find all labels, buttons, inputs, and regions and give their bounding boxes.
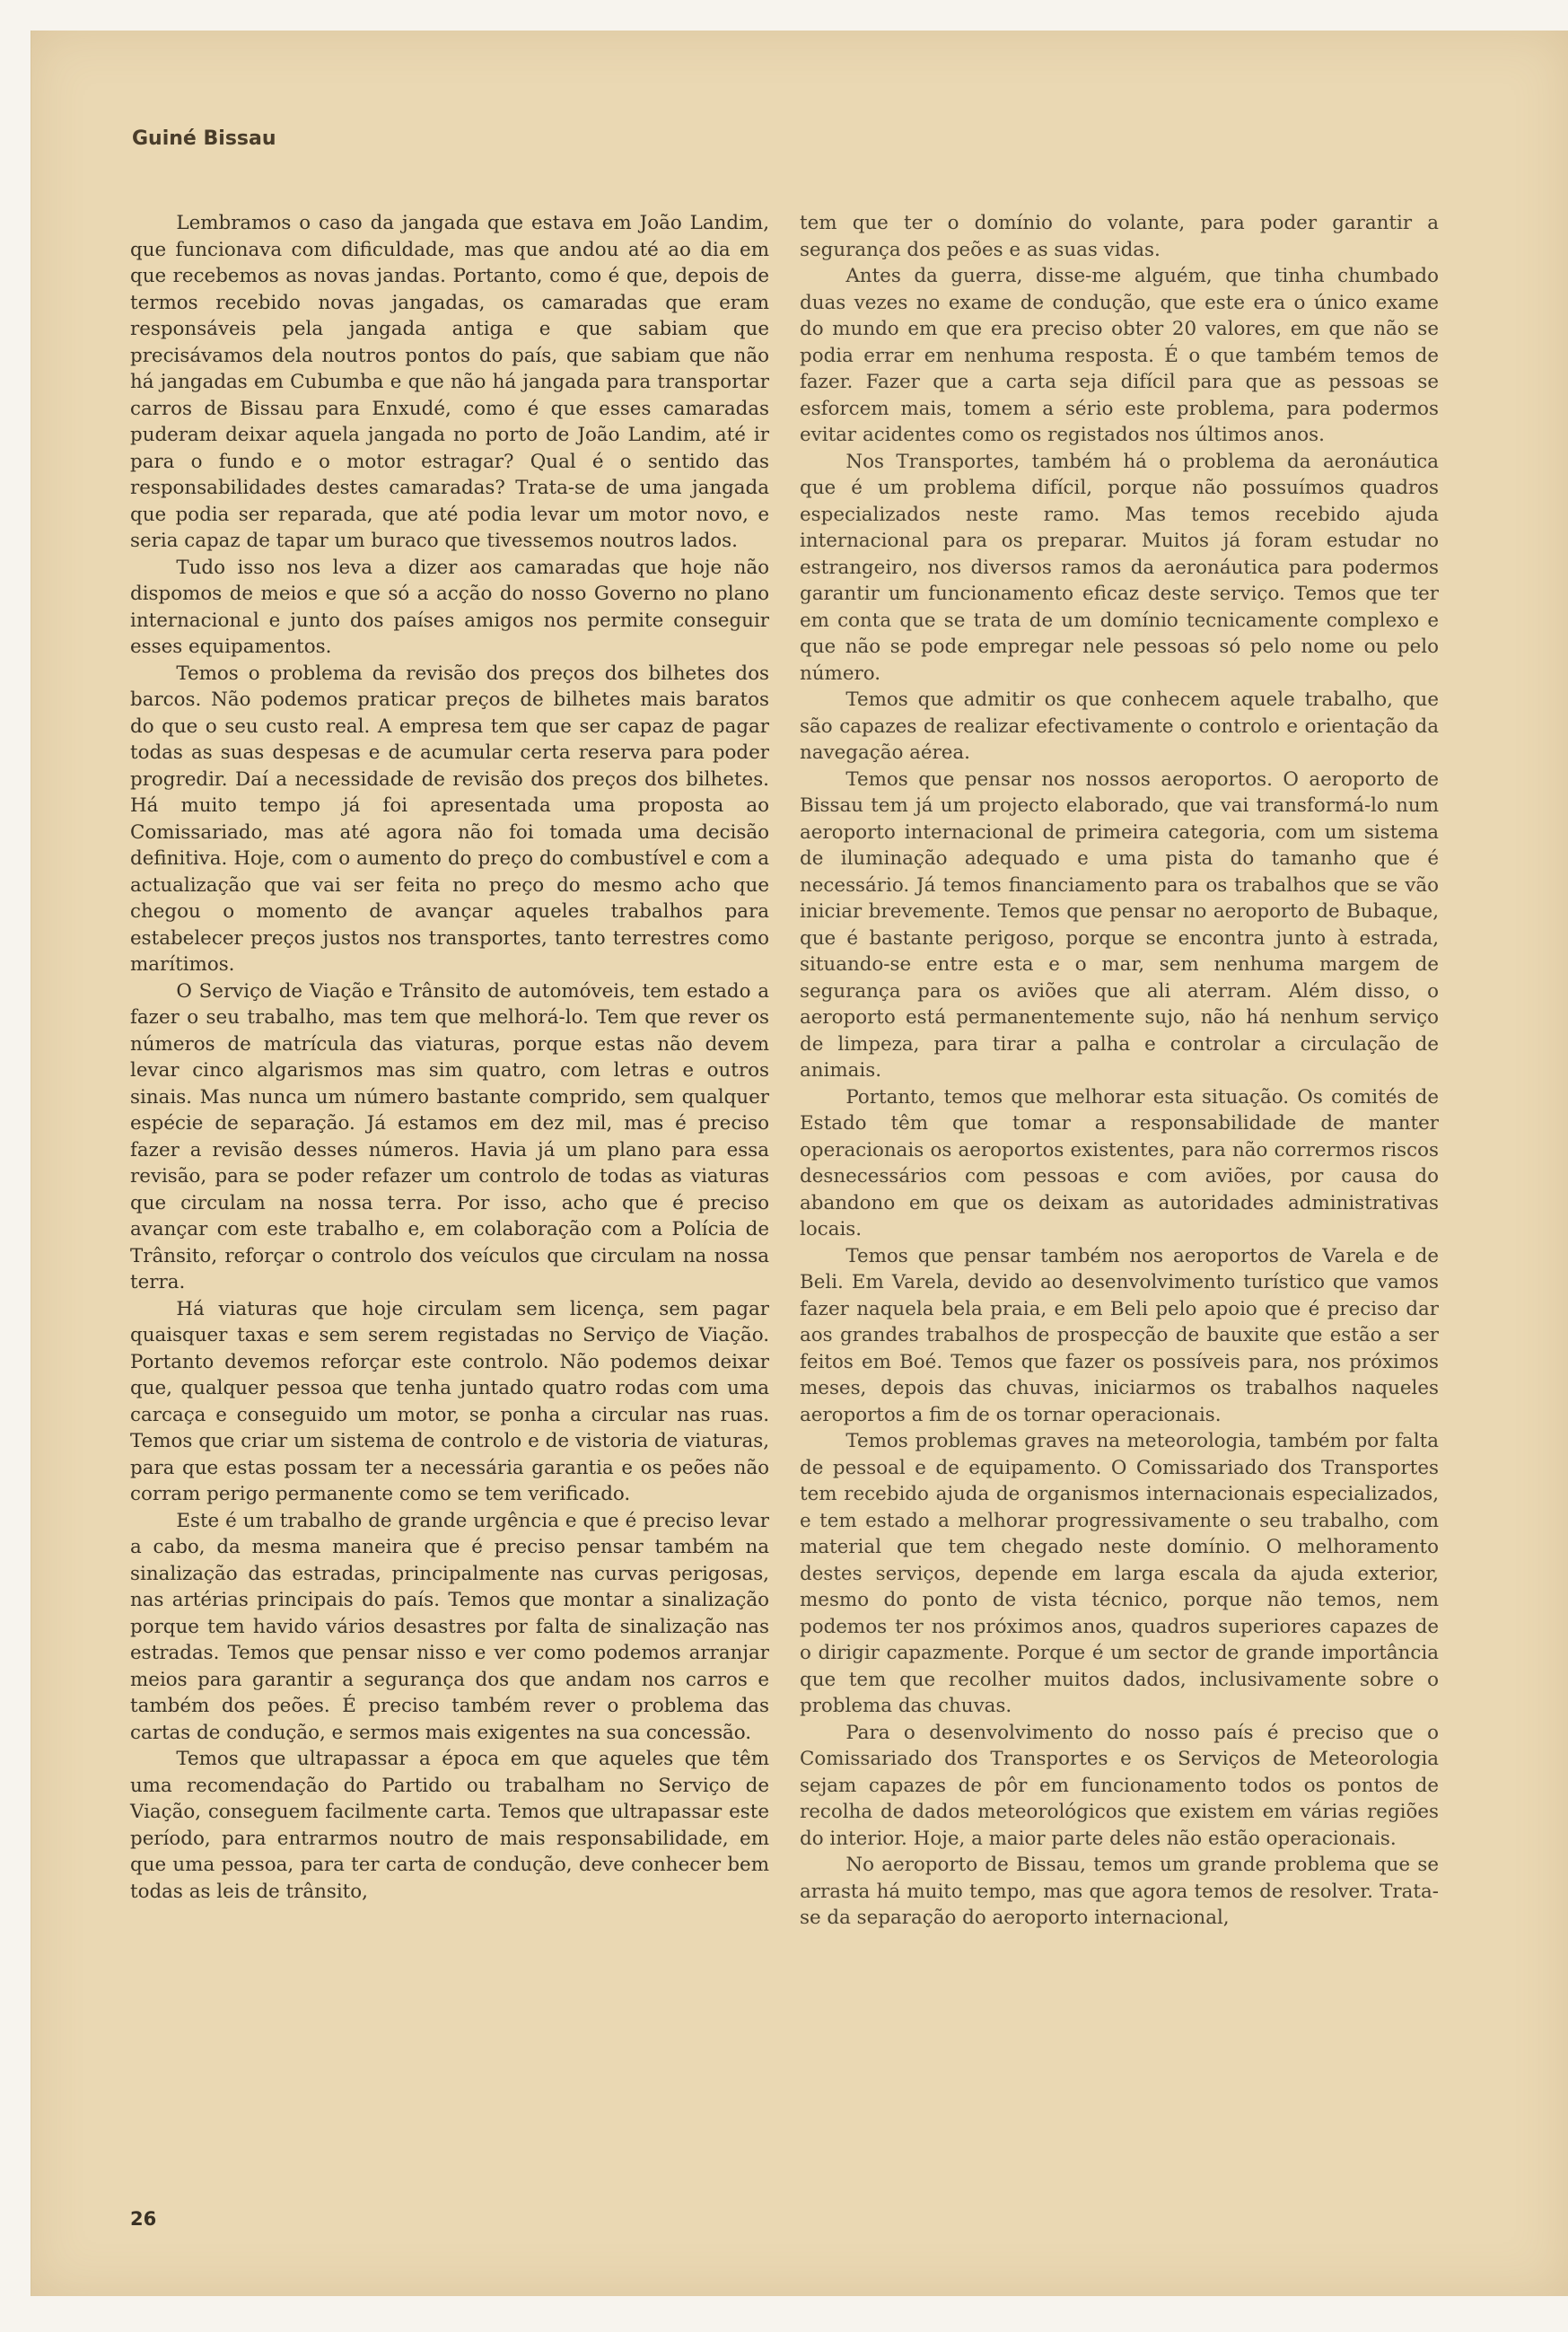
paragraph: Temos o problema da revisão dos preços dos bilhetes dos barcos. Não podemos praticar preços de bilhetes mais baratos do que o seu custo real. A empresa tem que ser capaz de pagar todas as suas despesas e de acumular certa reserva para poder progredir. Daí a necessidade de revisão dos preços dos bilhetes. Há muito tempo já foi apresentada uma proposta ao Comissariado, mas até agora não foi tomada uma decisão definitiva. Hoje, com o aumento do preço do combustível e com a actualização que vai ser feita no preço do mesmo acho que chegou o momento de avançar aqueles trabalhos para estabelecer preços justos nos transportes, tanto terrestres como marítimos. <box>130 662 769 976</box>
paragraph: Temos problemas graves na meteorologia, também por falta de pessoal e de equipamento. O Comissariado dos Transportes tem recebido ajuda de organismos internacionais especializados, e tem estado a melhorar progressivamente o seu trabalho, com material que tem chegado neste domínio. O melhoramento destes serviços, depende em larga escala da ajuda exterior, mesmo do ponto de vista técnico, porque não temos, nem podemos ter nos próximos anos, quadros superiores capazes de o dirigir capazmente. Porque é um sector de grande importância que tem que recolher muitos dados, inclusivamente sobre o problema das chuvas. <box>800 1430 1439 1717</box>
paragraph: Antes da guerra, disse-me alguém, que tinha chumbado duas vezes no exame de condução, que este era o único exame do mundo em que era preciso obter 20 valores, em que não se podia errar em nenhuma resposta. É o que também temos de fazer. Fazer que a carta seja difícil para que as pessoas se esforcem mais, tomem a sério este problema, para podermos evitar acidentes como os registados nos últimos anos. <box>800 265 1439 446</box>
paragraph: Há viaturas que hoje circulam sem licença, sem pagar quaisquer taxas e sem serem registadas no Serviço de Viação. Portanto devemos reforçar este controlo. Não podemos deixar que, qualquer pessoa que tenha juntado quatro rodas com uma carcaça e conseguido um motor, se ponha a circular nas ruas. Temos que criar um sistema de controlo e de vistoria de viaturas, para que estas possam ter a necessária garantia e os peões não corram perigo permanente como se tem verificado. <box>130 1297 769 1505</box>
page-number: 26 <box>130 2208 157 2230</box>
paragraph: Este é um trabalho de grande urgência e que é preciso levar a cabo, da mesma maneira que é preciso pensar também na sinalização das estradas, principalmente nas curvas perigosas, nas artérias principais do país. Temos que montar a sinalização porque tem havido vários desastres por falta de sinalização nas estradas. Temos que pensar nisso e ver como podemos arranjar meios para garantir a segurança dos que andam nos carros e também dos peões. É preciso também rever o problema das cartas de condução, e sermos mais exigentes na sua concessão. <box>130 1509 769 1744</box>
left-column <box>130 210 769 1905</box>
paragraph: Portanto, temos que melhorar esta situação. Os comités de Estado têm que tomar a responsabilidade de manter operacionais os aeroportos existentes, para não corrermos riscos desnecessários com pessoas e com aviões, por causa do abandono em que os deixam as autoridades administrativas locais. <box>800 1085 1439 1241</box>
paragraph: Nos Transportes, também há o problema da aeronáutica que é um problema difícil, porque não possuímos quadros especializados neste ramo. Mas temos recebido ajuda internacional para os preparar. Muitos já foram estudar no estrangeiro, nos diversos ramos da aeronáutica para podermos garantir um funcionamento eficaz deste serviço. Temos que ter em conta que se trata de um domínio tecnicamente complexo e que não se pode empregar nele pessoas só pelo nome ou pelo número. <box>800 450 1439 685</box>
paragraph: Temos que pensar nos nossos aeroportos. O aeroporto de Bissau tem já um projecto elaborado, que vai transformá-lo num aeroporto internacional de primeira categoria, com um sistema de iluminação adequado e uma pista do tamanho que é necessário. Já temos financiamento para os trabalhos que se vão iniciar brevemente. Temos que pensar no aeroporto de Bubaque, que é bastante perigoso, porque se encontra junto à estrada, situando-se entre esta e o mar, sem nenhuma margem de segurança para os aviões que ali aterram. Além disso, o aeroporto está permanentemente sujo, não há nenhum serviço de limpeza, para tirar a palha e controlar a circulação de animais. <box>800 767 1439 1082</box>
paragraph: No aeroporto de Bissau, temos um grande problema que se arrasta há muito tempo, mas que agora temos de resolver. Trata-se da separação do aeroporto internacional, <box>800 1854 1439 1929</box>
magazine-page <box>31 31 1568 2296</box>
paragraph: Temos que pensar também nos aeroportos de Varela e de Beli. Em Varela, devido ao desenvolvimento turístico que vamos fazer naquela bela praia, e em Beli pelo apoio que é preciso dar aos grandes trabalhos de prospecção de bauxite que estão a ser feitos em Boé. Temos que fazer os possíveis para, nos próximos meses, depois das chuvas, iniciarmos os trabalhos naqueles aeroportos a fim de os tornar operacionais. <box>800 1244 1439 1426</box>
paragraph: O Serviço de Viação e Trânsito de automóveis, tem estado a fazer o seu trabalho, mas tem que melhorá-lo. Tem que rever os números de matrícula das viaturas, porque estas não devem levar cinco algarismos mas sim quatro, com letras e outros sinais. Mas nunca um número bastante comprido, sem qualquer espécie de separação. Já estamos em dez mil, mas é preciso fazer a revisão desses números. Havia já um plano para essa revisão, para se poder refazer um controlo de todas as viaturas que circulam na nossa terra. Por isso, acho que é preciso avançar com este trabalho e, em colaboração com a Polícia de Trânsito, reforçar o controlo dos veículos que circulam na nossa terra. <box>130 979 769 1293</box>
paragraph: Temos que admitir os que conhecem aquele trabalho, que são capazes de realizar efectivamente o controlo e orientação da navegação aérea. <box>800 688 1439 764</box>
paragraph: Tudo isso nos leva a dizer aos camaradas que hoje não dispomos de meios e que só a acção do nosso Governo no plano internacional e junto dos países amigos nos permite conseguir esses equipamentos. <box>130 556 769 658</box>
paragraph-continued: tem que ter o domínio do volante, para poder garantir a segurança dos peões e as suas vidas. <box>800 212 1439 261</box>
paragraph: Temos que ultrapassar a época em que aqueles que têm uma recomendação do Partido ou trabalham no Serviço de Viação, conseguem facilmente carta. Temos que ultrapassar este período, para entrarmos noutro de mais responsabilidade, em que uma pessoa, para ter carta de condução, deve conhecer bem todas as leis de trânsito, <box>130 1748 769 1903</box>
paragraph: Para o desenvolvimento do nosso país é preciso que o Comissariado dos Transportes e os Serviços de Meteorologia sejam capazes de pôr em funcionamento todos os pontos de recolha de dados meteorológicos que existem em várias regiões do interior. Hoje, a maior parte deles não estão operacionais. <box>800 1721 1439 1850</box>
running-header: Guiné Bissau <box>132 127 276 150</box>
right-column <box>800 210 1439 1932</box>
paragraph: Lembramos o caso da jangada que estava em João Landim, que funcionava com dificuldade, mas que andou até ao dia em que recebemos as novas jandas. Portanto, como é que, depois de termos recebido novas jangadas, os camaradas que eram responsáveis pela jangada antiga e que sabiam que precisávamos dela noutros pontos do país, que sabiam que não há jangadas em Cubumba e que não há jangada para transportar carros de Bissau para Enxudé, como é que esses camaradas puderam deixar aquela jangada no porto de João Landim, até ir para o fundo e o motor estragar? Qual é o sentido das responsabilidades destes camaradas? Trata-se de uma jangada que podia ser reparada, que até podia levar um motor novo, e seria capaz de tapar um buraco que tivessemos noutros lados. <box>130 212 769 552</box>
